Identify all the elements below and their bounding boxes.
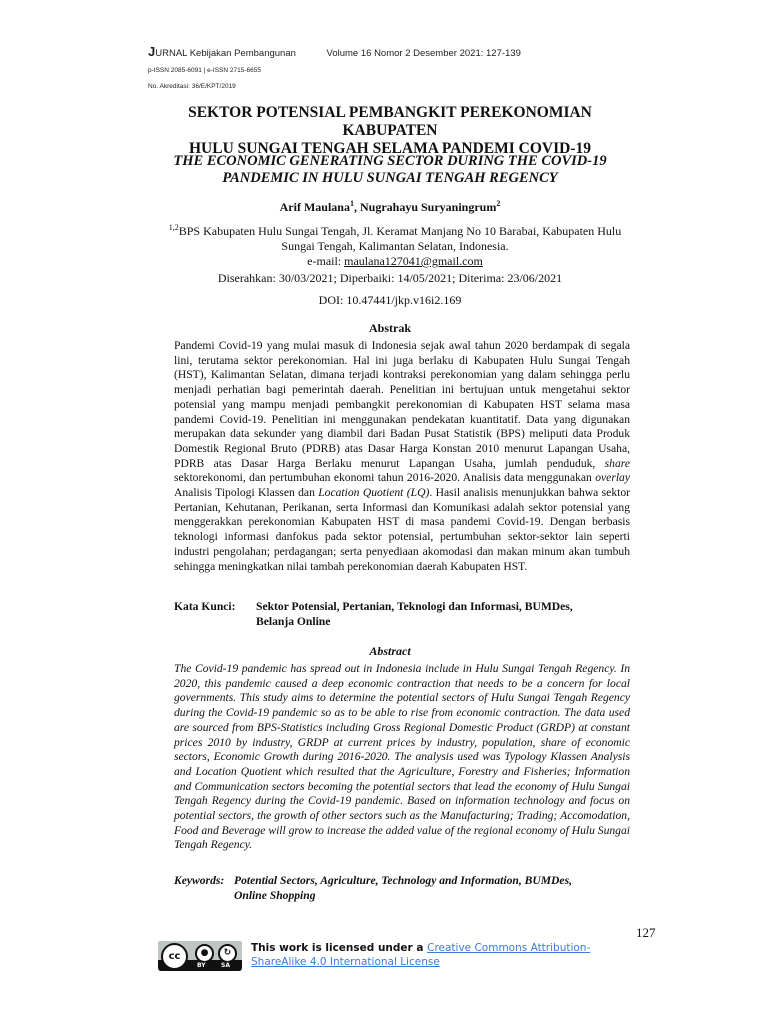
abstrak-text: Pandemi Covid-19 yang mulai masuk di Indonesia sejak awal tahun 2020 berdampak di segala lini, terutama sektor perekonomian. Hal ini juga berlaku di Kabupaten Hulu Sungai Tengah (HST), Kalimantan Selatan, dimana terjadi kontraksi perekonomian yang dalam sehingga perlu menjadi perhatian bagi pemerintah daerah. Penelitian ini bertujuan untuk mengetahui sektor potensial yang mampu menjadi pembangkit perekonomian di Kabupaten HST selama masa pandemi Covid-19. Penelitian ini menggunakan pendekatan kuantitatif. Data yang digunakan merupakan data sekunder yang diambil dari Badan Pusat Statistik (BPS) meliputi data Produk Domestik Regional Bruto (PDRB) atas Dasar Harga Konstan 2010 menurut Lapangan Usaha, PDRB atas Dasar Harga Berlaku menurut Lapangan Usaha, jumlah penduduk, share sektorekonomi, dan pertumbuhan ekonomi tahun 2016-2020. Analisis data menggunakan overlay Analisis Tipologi Klassen dan Location Quotient (LQ). Hasil analisis menunjukkan bahwa sektor Pertanian, Kehutanan, Perikanan, serta Informasi dan Komunikasi adalah sektor potensial yang menggerakkan perekonomian Kabupaten HST di masa pandemi Covid-19. Dengan berbasis teknologi informasi danfokus pada sektor potensial, pertumbuhan sektor-sektor lain seperti industri pengolahan; perdagangan; serta penyediaan akomodasi dan makan minum akan tumbuh sehingga meningkatkan nilai tambah perekonomian daerah Kabupaten HST.	[174, 339, 630, 573]
badge-by-label: BY	[197, 962, 206, 969]
journal-header	[148, 44, 521, 59]
accreditation: No. Akreditasi: 36/E/KPT/2019	[148, 83, 236, 90]
volume-info: Volume 16 Nomor 2 Desember 2021: 127-139	[326, 48, 521, 59]
abstract-heading: Abstract	[369, 644, 411, 658]
keywords: Keywords: Potential Sectors, Agriculture, Technology and Information, BUMDes, Online Shopping	[174, 874, 572, 902]
journal-initial: J	[148, 44, 156, 59]
authors: Arif Maulana$^1$, Nugrahayu Suryaningrum$^2$	[279, 199, 501, 214]
badge-sa-label: SA	[221, 962, 230, 969]
abstract-text: The Covid-19 pandemic has spread out in Indonesia include in Hulu Sungai Tengah Regency. In 2020, this pandemic caused a deep economic contraction that needs to be a concern for local governments. This study aims to determine the potential sectors of Hulu Sungai Tengah Regency during the Covid-19 pandemic so as to be able to rise from economic contraction. The data used are sourced from BPS-Statistics including Gross Regional Domestic Product (GRDP) at constant prices 2010 by industry, GRDP at current prices by industry, population, share of economic sectors, Economic Growth during 2016-2020. The analysis used was Typology Klassen Analysis and Location Quotient which resulted that the Agriculture, Forestry and Fisheries; Information and Communication sectors becoming the potential sectors that lead the economy of Hulu Sungai Tengah Regency during the Covid-19 pandemic. Based on information technology and focus on potential sectors, the growth of other sectors such as the Manufacturing; Trading; Accomodation, Food and Beverage will grow to increase the added value of the regional economy of Hulu Sungai Tengah Regency.	[174, 662, 630, 852]
cc-icon: cc	[161, 943, 188, 970]
keywords-label: Keywords:	[174, 874, 225, 887]
license-link[interactable]: Creative Commons Attribution-ShareAlike 4.0 International License	[251, 942, 591, 968]
submission-dates: Diserahkan: 30/03/2021; Diperbaiki: 14/05/2021; Diterima: 23/06/2021	[217, 271, 563, 285]
license-notice: This work is licensed under a Creative Commons Attribution-ShareAlike 4.0 International License	[251, 942, 591, 968]
kata-kunci: Kata Kunci: Sektor Potensial, Pertanian, Teknologi dan Informasi, BUMDes, Belanja Online	[174, 600, 573, 628]
attribution-icon: ●	[195, 944, 214, 963]
share-alike-icon: ↻	[218, 944, 237, 963]
title-indonesian: SEKTOR POTENSIAL PEMBANGKIT PEREKONOMIAN KABUPATEN HULU SUNGAI TENGAH SELAMA PANDEMI COVID-19	[188, 104, 592, 157]
page-number: 127	[636, 925, 656, 940]
cc-by-sa-badge-icon[interactable]	[158, 941, 242, 971]
doi: DOI: 10.47441/jkp.v16i2.169	[318, 293, 462, 307]
affiliation: $^{1,2}$BPS Kabupaten Hulu Sungai Tengah, Jl. Keramat Manjang No 10 Barabai, Kabupaten Hulu Sungai Tengah, Kalimantan Selatan, Indonesia. e-mail: maulana127041@gmail.com	[168, 223, 622, 268]
journal-name: URNAL Kebijakan Pembangunan	[155, 48, 296, 59]
email-link[interactable]: maulana127041@gmail.com	[344, 254, 483, 268]
author-1: Arif Maulana	[279, 200, 350, 214]
issn: p-ISSN 2085-6091 | e-ISSN 2715-6655	[148, 67, 261, 74]
kata-kunci-label: Kata Kunci:	[174, 600, 236, 613]
author-2: Nugrahayu Suryaningrum	[359, 200, 497, 214]
title-english: THE ECONOMIC GENERATING SECTOR DURING THE COVID-19 PANDEMIC IN HULU SUNGAI TENGAH REGENCY	[173, 153, 607, 186]
abstrak-heading: Abstrak	[368, 321, 411, 335]
